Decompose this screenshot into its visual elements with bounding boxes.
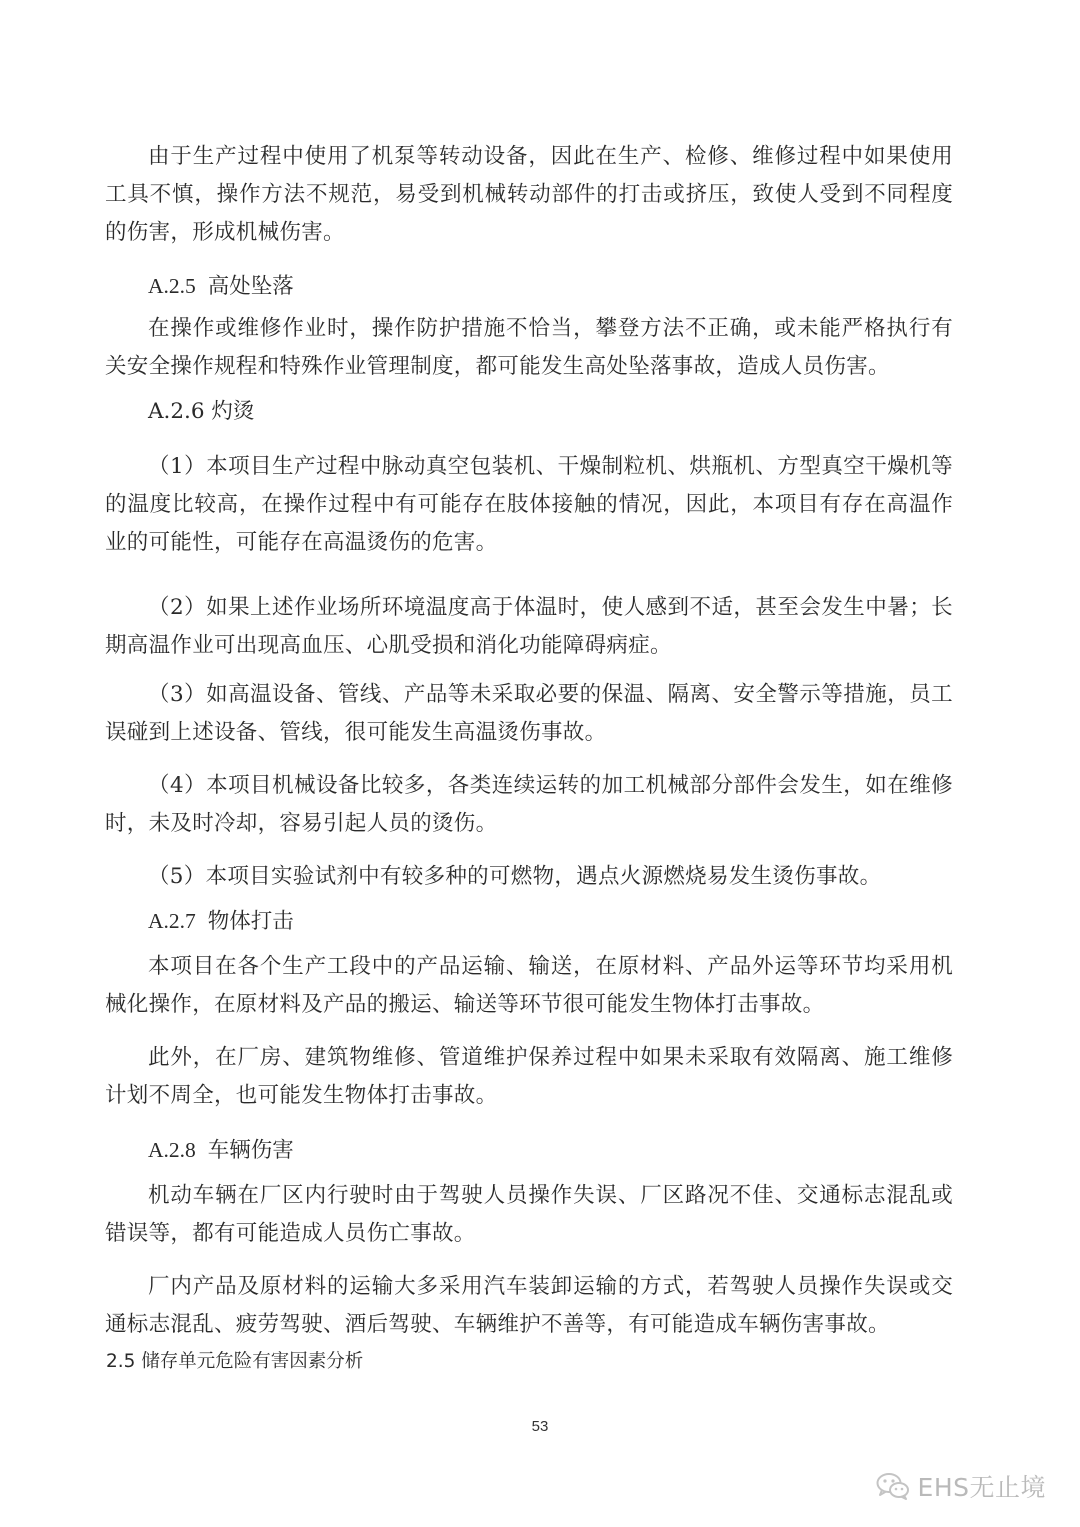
paragraph-object-strike-1: 本项目在各个生产工段中的产品运输、输送，在原材料、产品外运等环节均采用机械化操作，在原材料及产品的搬运、输送等环节很可能发生物体打击事故。 [105, 954, 953, 1017]
heading-number: A.2.7 [148, 909, 196, 933]
heading-title: 车辆伤害 [207, 1138, 294, 1163]
heading-a26: A.2.6 灼烫 [148, 399, 255, 424]
list-item-burn-3: （3）如高温设备、管线、产品等未采取必要的保温、隔离、安全警示等措施，员工误碰到上述设备、管线，很可能发生高温烫伤事故。 [105, 682, 953, 745]
list-item-burn-1: （1）本项目生产过程中脉动真空包装机、干燥制粒机、烘瓶机、方型真空干燥机等的温度比较高，在操作过程中有可能存在肢体接触的情况，因此，本项目有存在高温作业的可能性，可能存在高温烫伤的危害。 [105, 454, 953, 555]
list-item-burn-2: （2）如果上述作业场所环境温度高于体温时，使人感到不适，甚至会发生中暑；长期高温作业可出现高血压、心肌受损和消化功能障碍病症。 [105, 595, 953, 658]
list-item-burn-4: （4）本项目机械设备比较多，各类连续运转的加工机械部分部件会发生，如在维修时，未及时冷却，容易引起人员的烫伤。 [105, 773, 953, 836]
paragraph-mechanical-injury: 由于生产过程中使用了机泵等转动设备，因此在生产、检修、维修过程中如果使用工具不慎，操作方法不规范，易受到机械转动部件的打击或挤压，致使人受到不同程度的伤害，形成机械伤害。 [105, 144, 953, 245]
section-heading: 2.5 储存单元危险有害因素分析 [106, 1351, 364, 1372]
paragraph-fall-from-height: 在操作或维修作业时，操作防护措施不恰当，攀登方法不正确，或未能严格执行有关安全操作规程和特殊作业管理制度，都可能发生高处坠落事故，造成人员伤害。 [105, 316, 953, 379]
list-item-burn-5: （5）本项目实验试剂中有较多种的可燃物，遇点火源燃烧易发生烫伤事故。 [148, 864, 882, 889]
heading-title: 物体打击 [207, 909, 294, 934]
heading-title: 高处坠落 [207, 274, 294, 299]
wechat-icon [876, 1472, 910, 1500]
heading-number: A.2.5 [148, 274, 196, 298]
paragraph-vehicle-injury-1: 机动车辆在厂区内行驶时由于驾驶人员操作失误、厂区路况不佳、交通标志混乱或错误等，都有可能造成人员伤亡事故。 [105, 1183, 953, 1246]
heading-a27 [148, 902, 294, 941]
paragraph-object-strike-2: 此外，在厂房、建筑物维修、管道维护保养过程中如果未采取有效隔离、施工维修计划不周全，也可能发生物体打击事故。 [105, 1045, 953, 1108]
watermark [876, 1468, 1046, 1504]
page-number: 53 [531, 1418, 549, 1435]
heading-a28 [148, 1131, 294, 1170]
paragraph-vehicle-injury-2: 厂内产品及原材料的运输大多采用汽车装卸运输的方式，若驾驶人员操作失误或交通标志混乱、疲劳驾驶、酒后驾驶、车辆维护不善等，有可能造成车辆伤害事故。 [105, 1274, 953, 1337]
heading-number: A.2.8 [148, 1138, 196, 1162]
heading-a25 [148, 267, 294, 306]
watermark-text: EHS无止境 [917, 1473, 1046, 1502]
